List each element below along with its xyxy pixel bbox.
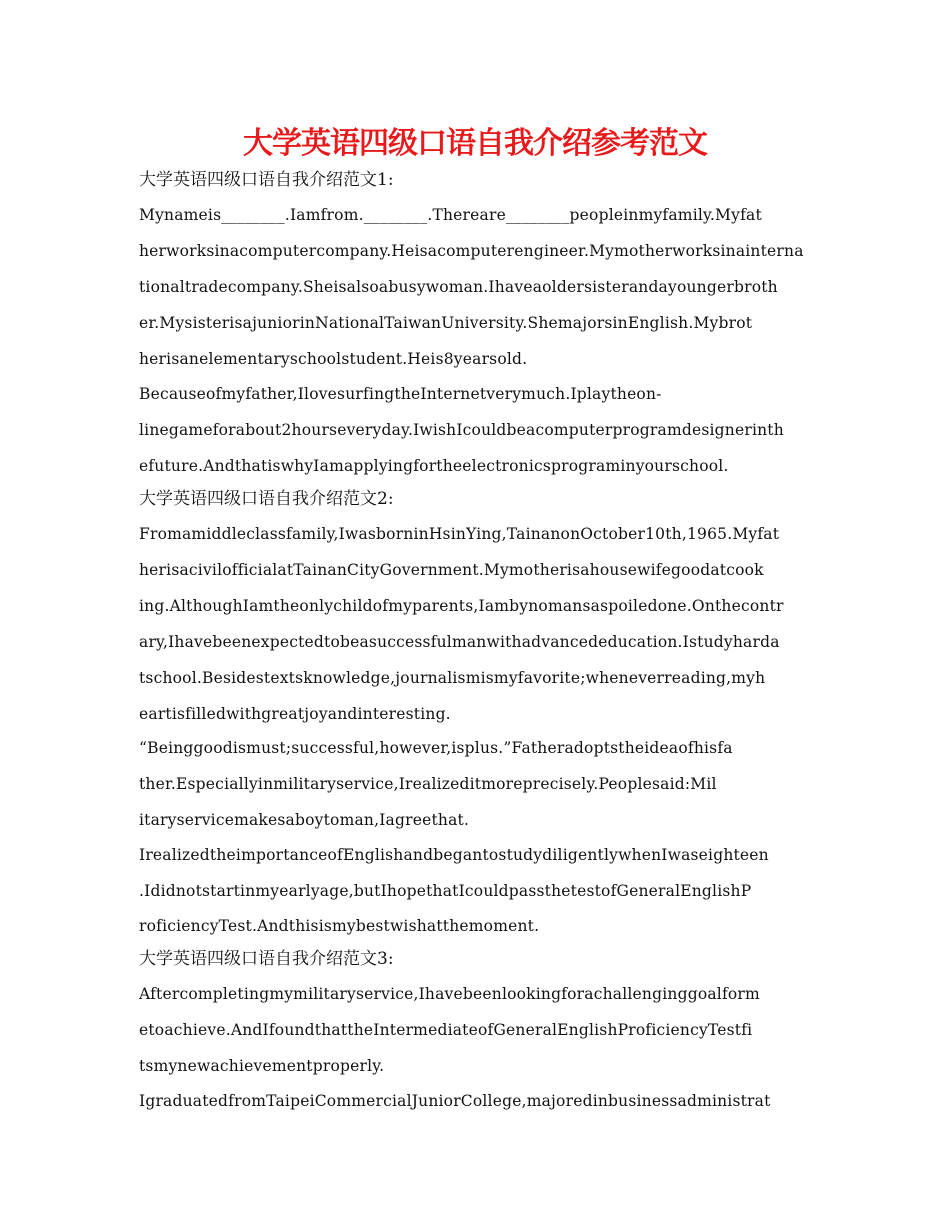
paragraph-line: Becauseofmyfather,IlovesurfingtheInternetverymuch.Iplaytheon- xyxy=(139,385,662,403)
paragraph-line: Mynameis________.Iamfrom.________.Thereare________peopleinmyfamily.Myfat xyxy=(139,206,762,224)
paragraph-line: IrealizedtheimportanceofEnglishandbegantostudydiligentlywhenIwaseighteen xyxy=(139,846,769,864)
paragraph-line: linegameforabout2hourseveryday.IwishIcouldbeacomputerprogramdesignerinth xyxy=(139,421,784,439)
paragraph-line: itaryservicemakesaboytoman,Iagreethat. xyxy=(139,811,470,829)
paragraph-line: herworksinacomputercompany.Heisacomputerengineer.Mymotherworksinainterna xyxy=(139,242,804,260)
paragraph-line: ing.AlthoughIamtheonlychildofmyparents,Iambynomansaspoiledone.Onthecontr xyxy=(139,597,784,615)
paragraph-line: tschool.Besidestextsknowledge,journalismismyfavorite;wheneverreading,myh xyxy=(139,669,766,687)
paragraph-line: tsmynewachievementproperly. xyxy=(139,1057,385,1075)
paragraph-line: Fromamiddleclassfamily,IwasborninHsinYing,TainanonOctober10th,1965.Myfat xyxy=(139,525,780,543)
paragraph-line: Aftercompletingmymilitaryservice,Ihavebeenlookingforachallenginggoalform xyxy=(139,985,760,1003)
paragraph-line: er.MysisterisajuniorinNationalTaiwanUniversity.ShemajorsinEnglish.Mybrot xyxy=(139,314,753,332)
document-title: 大学英语四级口语自我介绍参考范文 xyxy=(243,126,707,161)
section-heading-3: 大学英语四级口语自我介绍范文3: xyxy=(139,949,394,969)
paragraph-line: ary,Ihavebeenexpectedtobeasuccessfulmanwithadvancededucation.Istudyharda xyxy=(139,633,780,651)
paragraph-line: tionaltradecompany.Sheisalsoabusywoman.Ihaveaoldersisterandayoungerbroth xyxy=(139,278,778,296)
paragraph-line: etoachieve.AndIfoundthattheIntermediateofGeneralEnglishProficiencyTestfi xyxy=(139,1021,753,1039)
paragraph-line: roficiencyTest.Andthisismybestwishatthemoment. xyxy=(139,917,540,935)
section-heading-1: 大学英语四级口语自我介绍范文1: xyxy=(139,170,394,190)
paragraph-line: .Ididnotstartinmyearlyage,butIhopethatIcouldpassthetestofGeneralEnglishP xyxy=(139,882,752,900)
paragraph-line: herisacivilofficialatTainanCityGovernment.Mymotherisahousewifegoodatcook xyxy=(139,561,764,579)
paragraph-line: IgraduatedfromTaipeiCommercialJuniorCollege,majoredinbusinessadministrat xyxy=(139,1092,771,1110)
paragraph-line: “Beinggoodismust;successful,however,isplus.”Fatheradoptstheideaofhisfa xyxy=(139,739,733,757)
paragraph-line: herisanelementaryschoolstudent.Heis8yearsold. xyxy=(139,350,528,368)
paragraph-line: eartisfilledwithgreatjoyandinteresting. xyxy=(139,705,451,723)
section-heading-2: 大学英语四级口语自我介绍范文2: xyxy=(139,489,394,509)
paragraph-line: efuture.AndthatiswhyIamapplyingfortheelectronicsprograminyourschool. xyxy=(139,457,729,475)
paragraph-line: ther.Especiallyinmilitaryservice,Irealizeditmoreprecisely.Peoplesaid:Mil xyxy=(139,775,717,793)
